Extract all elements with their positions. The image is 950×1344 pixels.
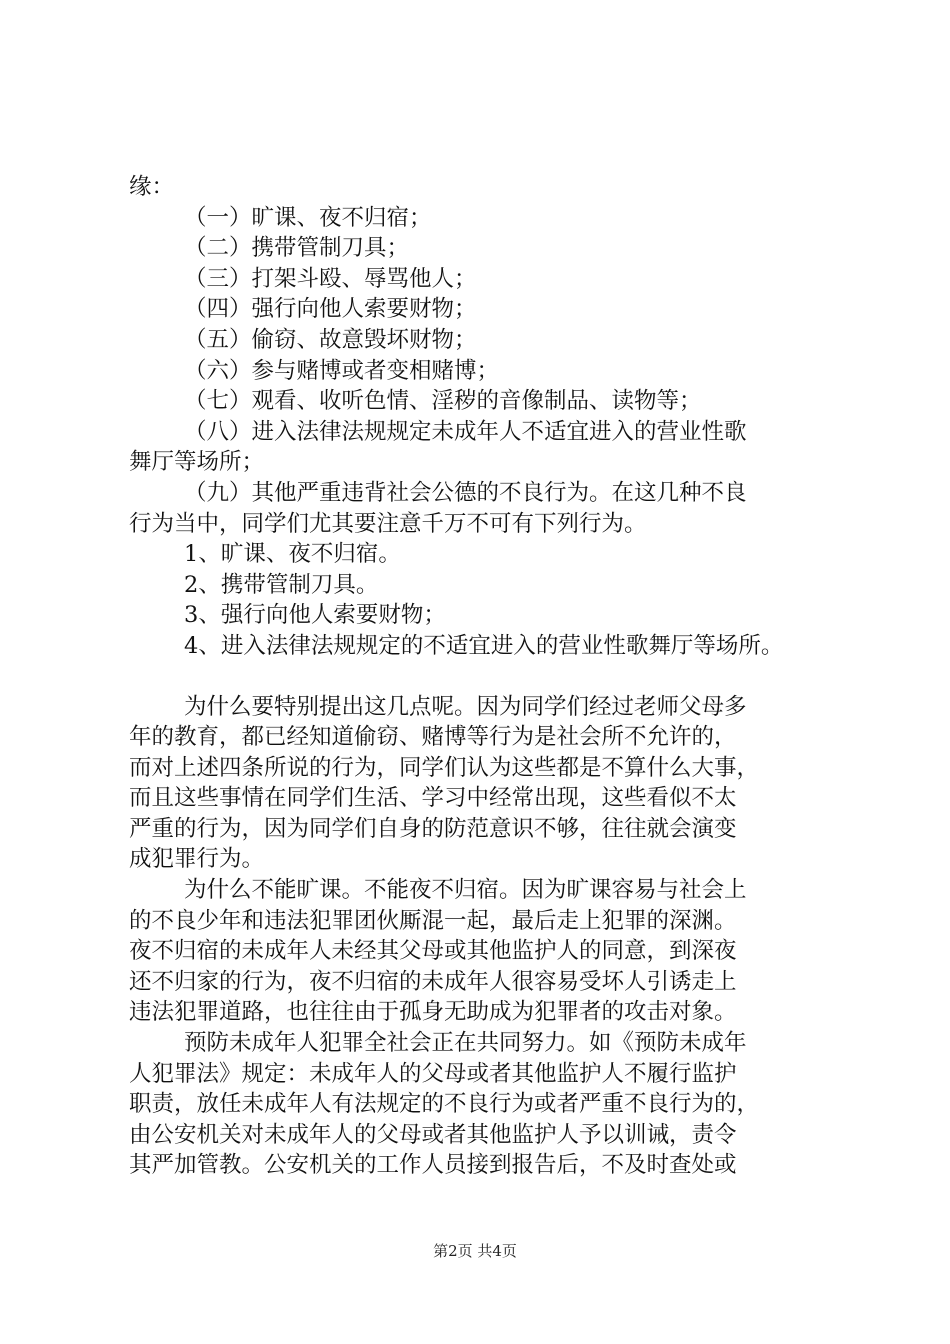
text-line: 舞厅等场所； [129, 449, 265, 476]
list-item: （四）强行向他人索要财物； [184, 296, 477, 323]
list-item: （五）偷窃、故意毁坏财物； [184, 326, 477, 353]
document-body [129, 172, 829, 1181]
list-item: （二）携带管制刀具； [184, 235, 410, 262]
paragraph-line: 由公安机关对未成年人的父母或者其他监护人予以训诫，责令 [129, 1121, 737, 1148]
paragraph-line: 年的教育，都已经知道偷窃、赌博等行为是社会所不允许的， [129, 724, 737, 751]
paragraph-line: 为什么要特别提出这几点呢。因为同学们经过老师父母多 [184, 693, 747, 720]
list-item: （九）其他严重违背社会公德的不良行为。在这几种不良 [184, 479, 747, 506]
list-item: （七）观看、收听色情、淫秽的音像制品、读物等； [184, 388, 702, 415]
paragraph-line: 人犯罪法》规定：未成年人的父母或者其他监护人不履行监护 [129, 1060, 737, 1087]
paragraph-line: 成犯罪行为。 [129, 846, 265, 873]
paragraph-line: 严重的行为，因为同学们自身的防范意识不够，往往就会演变 [129, 815, 737, 842]
numbered-item: 1、旷课、夜不归宿。 [184, 541, 401, 568]
text-line: 行为当中，同学们尤其要注意千万不可有下列行为。 [129, 510, 647, 537]
numbered-item: 2、携带管制刀具。 [184, 571, 379, 598]
list-item: （六）参与赌博或者变相赌博； [184, 357, 500, 384]
paragraph-line: 职责，放任未成年人有法规定的不良行为或者严重不良行为的， [129, 1091, 760, 1118]
list-item: （八）进入法律法规规定未成年人不适宜进入的营业性歌 [184, 418, 747, 445]
paragraph-line: 的不良少年和违法犯罪团伙厮混一起，最后走上犯罪的深渊。 [129, 907, 737, 934]
paragraph-line: 夜不归宿的未成年人未经其父母或其他监护人的同意，到深夜 [129, 938, 737, 965]
numbered-item: 3、强行向他人索要财物； [184, 602, 446, 629]
numbered-item: 4、进入法律法规规定的不适宜进入的营业性歌舞厅等场所。 [184, 632, 784, 659]
paragraph-line: 为什么不能旷课。不能夜不归宿。因为旷课容易与社会上 [184, 877, 747, 904]
page-footer: 第2页 共4页 [433, 1242, 517, 1260]
paragraph-gap [129, 662, 829, 692]
list-item: （三）打架斗殴、辱骂他人； [184, 265, 477, 292]
paragraph-line: 预防未成年人犯罪全社会正在共同努力。如《预防未成年 [184, 1030, 747, 1057]
paragraph-line: 而且这些事情在同学们生活、学习中经常出现，这些看似不太 [129, 785, 737, 812]
text-line: 缘： [129, 174, 175, 200]
paragraph-line: 而对上述四条所说的行为，同学们认为这些都是不算什么大事， [129, 754, 760, 781]
paragraph-line: 违法犯罪道路，也往往由于孤身无助成为犯罪者的攻击对象。 [129, 999, 737, 1026]
list-item: （一）旷课、夜不归宿； [184, 204, 432, 231]
paragraph-line: 还不归家的行为，夜不归宿的未成年人很容易受坏人引诱走上 [129, 968, 737, 995]
paragraph-line: 其严加管教。公安机关的工作人员接到报告后，不及时查处或 [129, 1152, 737, 1179]
